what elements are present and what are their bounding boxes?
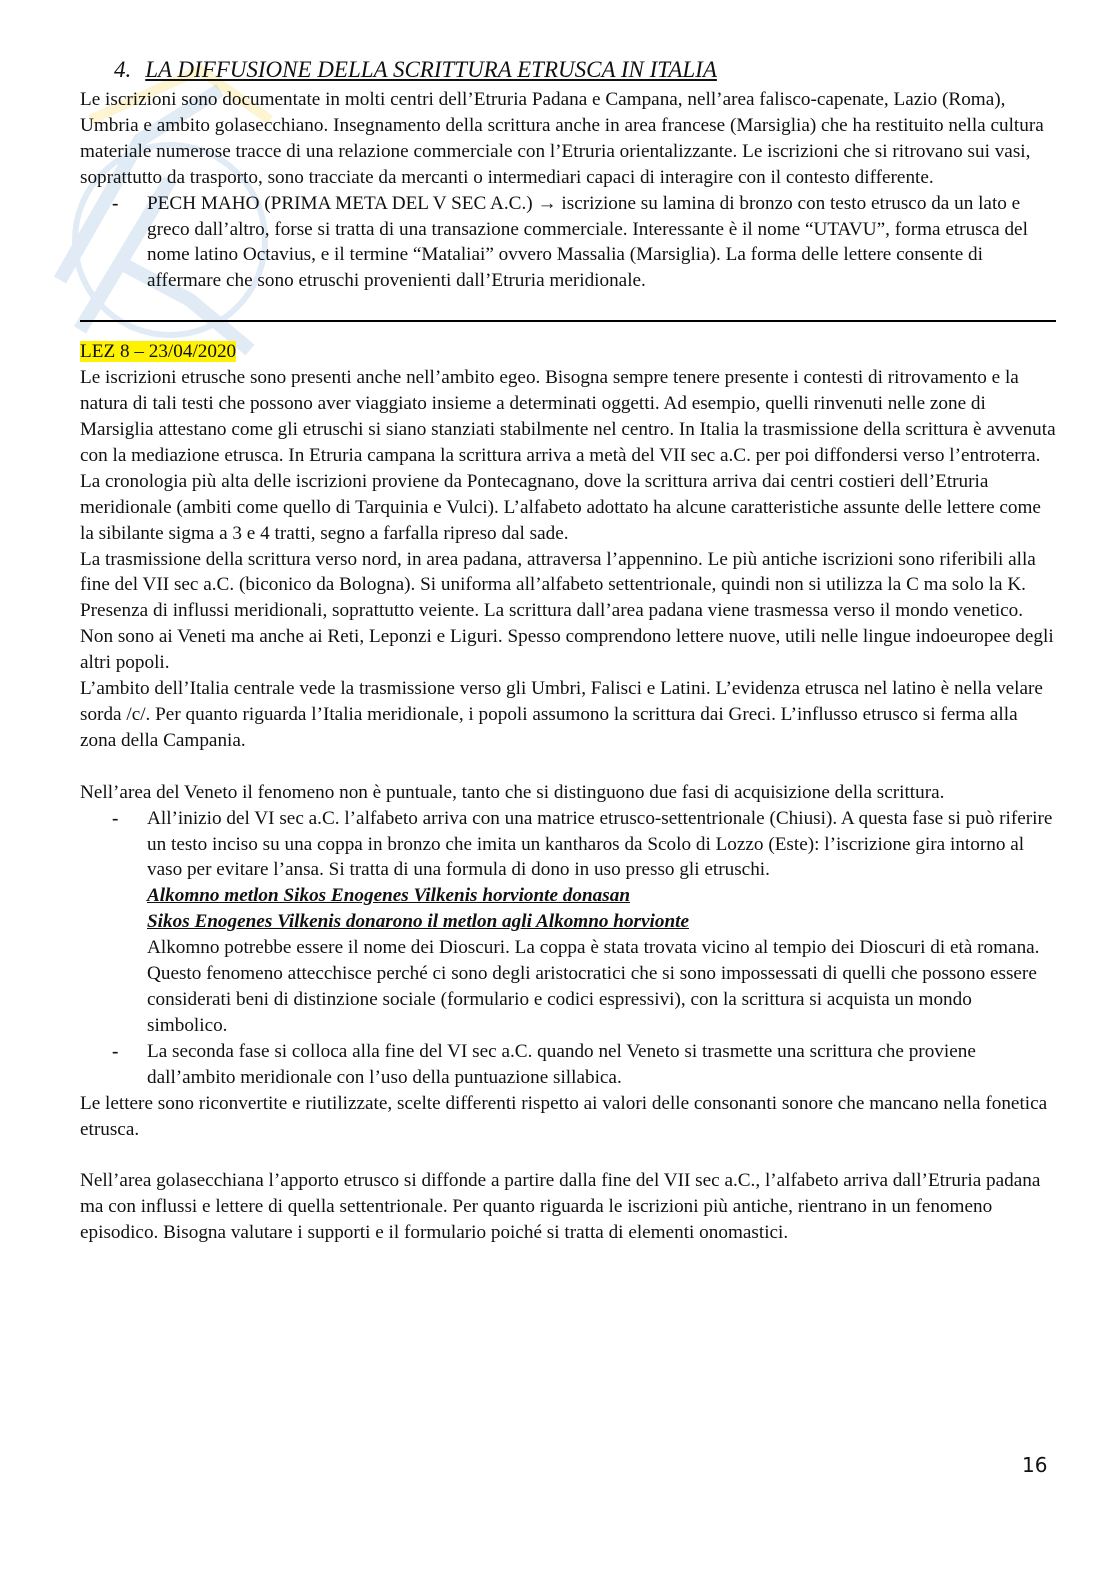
page-content	[80, 55, 1056, 1246]
section-title: LA DIFFUSIONE DELLA SCRITTURA ETRUSCA IN ITALIA	[145, 57, 717, 82]
veneto-intro: Nell’area del Veneto il fenomeno non è puntuale, tanto che si distinguono due fasi di acquisizione della scrittura.	[80, 781, 945, 803]
lesson-label: LEZ 8 – 23/04/2020	[80, 341, 237, 363]
pech-maho-text: iscrizione su lamina di bronzo con testo etrusco da un lato e greco dall’altro, forse si tratta di una transazione commerciale. Interessante è il nome “UTAVU”, forma etrusca del nome latino Octavius, e il termine “Mataliai” ovvero Massalia (Marsiglia). La forma delle lettere consente di affermare che sono etruschi provenienti dall’Etruria meridionale.	[147, 192, 1028, 292]
spacer	[80, 1142, 1056, 1168]
arrow-icon: →	[537, 192, 557, 214]
lesson-label-line	[80, 339, 1056, 365]
inscription-line-1: Alkomno metlon Sikos Enogenes Vilkenis horvionte donasan	[147, 885, 630, 907]
inscription-line-1-wrap	[80, 883, 1056, 909]
page-number: 16	[1022, 1453, 1048, 1477]
bullet-pech-maho	[80, 191, 1056, 295]
golasecca-paragraph: Nell’area golasecchiana l’apporto etrusco si diffonde a partire dalla fine del VII sec a.C., l’alfabeto arriva dall’Etruria padana ma con influssi e lettere di quella settentrionale. Per quanto riguarda le iscrizioni più antiche, rientrano in un fenomeno episodico. Bisogna valutare i supporti e il formulario poiché si tratta di elementi onomastici.	[80, 1170, 1041, 1244]
inscription-line-2: Sikos Enogenes Vilkenis donarono il metlon agli Alkomno horvionte	[147, 911, 689, 933]
spacer	[80, 754, 1056, 780]
phase-2-text: La seconda fase si colloca alla fine del VI sec a.C. quando nel Veneto si trasmette una scrittura che proviene dall’ambito meridionale con l’uso della puntuazione sillabica.	[147, 1040, 976, 1088]
bullet-dash: -	[112, 807, 119, 829]
paragraph-aegean: Le iscrizioni etrusche sono presenti anche nell’ambito egeo. Bisogna sempre tenere presente i contesti di ritrovamento e la natura di tali testi che possono aver viaggiato insieme a determinati oggetti. Ad esempio, quelli rinvenuti nelle zone di Marsiglia attestano come gli etruschi si siano stanziati stabilmente nel centro. In Italia la trasmissione della scrittura è avvenuta con la mediazione etrusca. In Etruria campana la scrittura arriva a metà del VII sec a.C. per poi diffondersi verso l’entroterra. La cronologia più alta delle iscrizioni proviene da Pontecagnano, dove la scrittura arriva dai centri costieri dell’Etruria meridionale (ambiti come quello di Tarquinia e Vulci). L’alfabeto adottato ha alcune caratteristiche assunte delle lettere come la sibilante sigma a 3 e 4 tratti, segno a farfalla ripreso dal sade.	[80, 367, 1056, 544]
paragraph-central-italy: L’ambito dell’Italia centrale vede la trasmissione verso gli Umbri, Falisci e Latini. L’evidenza etrusca nel latino è nella velare sorda /c/. Per quanto riguarda l’Italia meridionale, i popoli assumono la scrittura dai Greci. L’influsso etrusco si ferma alla zona della Campania.	[80, 678, 1043, 751]
section-heading	[114, 55, 1056, 85]
phase-1-text: All’inizio del VI sec a.C. l’alfabeto arriva con una matrice etrusco-settentrionale (Chiusi). A questa fase si può riferire un testo inciso su una coppa in bronzo che imita un kantharos da Scolo di Lozzo (Este): l’iscrizione gira intorno al vaso per evitare l’ansa. Si tratta di una formula di dono in uso presso gli etruschi.	[147, 807, 1053, 881]
letters-paragraph: Le lettere sono riconvertite e riutilizzate, scelte differenti rispetto ai valori delle consonanti sonore che mancano nella fonetica etrusca.	[80, 1092, 1048, 1140]
section-divider	[80, 320, 1056, 322]
bullet-dash: -	[112, 192, 119, 214]
section-number: 4.	[114, 57, 132, 82]
bullet-dash: -	[112, 1040, 119, 1062]
bullet-veneto-phase-1	[80, 806, 1056, 884]
phase-1-note-1: Alkomno potrebbe essere il nome dei Dioscuri. La coppa è stata trovata vicino al tempio dei Dioscuri di età romana.	[147, 937, 1040, 959]
inscription-line-2-wrap	[80, 909, 1056, 935]
bullet-veneto-phase-2	[80, 1039, 1056, 1091]
pech-maho-label: PECH MAHO (PRIMA META DEL V SEC A.C.)	[147, 192, 533, 214]
intro-paragraph: Le iscrizioni sono documentate in molti centri dell’Etruria Padana e Campana, nell’area falisco-capenate, Lazio (Roma), Umbria e ambito golasecchiano. Insegnamento della scrittura anche in area francese (Marsiglia) che ha restituito nella cultura materiale numerose tracce di una relazione commerciale con l’Etruria orientalizzante. Le iscrizioni che si ritrovano sui vasi, soprattutto da trasporto, sono tracciate da mercanti o intermediari capaci di interagire con il contesto differente.	[80, 89, 1044, 188]
paragraph-north: La trasmissione della scrittura verso nord, in area padana, attraversa l’appennino. Le più antiche iscrizioni sono riferibili alla fine del VII sec a.C. (biconico da Bologna). Si uniforma all’alfabeto settentrionale, quindi non si utilizza la C ma solo la K. Presenza di influssi meridionali, soprattutto veiente. La scrittura dall’area padana viene trasmessa verso il mondo venetico. Non sono ai Veneti ma anche ai Reti, Leponzi e Liguri. Spesso comprendono lettere nuove, utili nelle lingue indoeuropee degli altri popoli.	[80, 548, 1054, 674]
phase-1-note-2: Questo fenomeno attecchisce perché ci sono degli aristocratici che si sono impossessati di quelli che possono essere considerati beni di distinzione sociale (formulario e codici espressivi), con la scrittura si acquista un mondo simbolico.	[147, 963, 1037, 1036]
